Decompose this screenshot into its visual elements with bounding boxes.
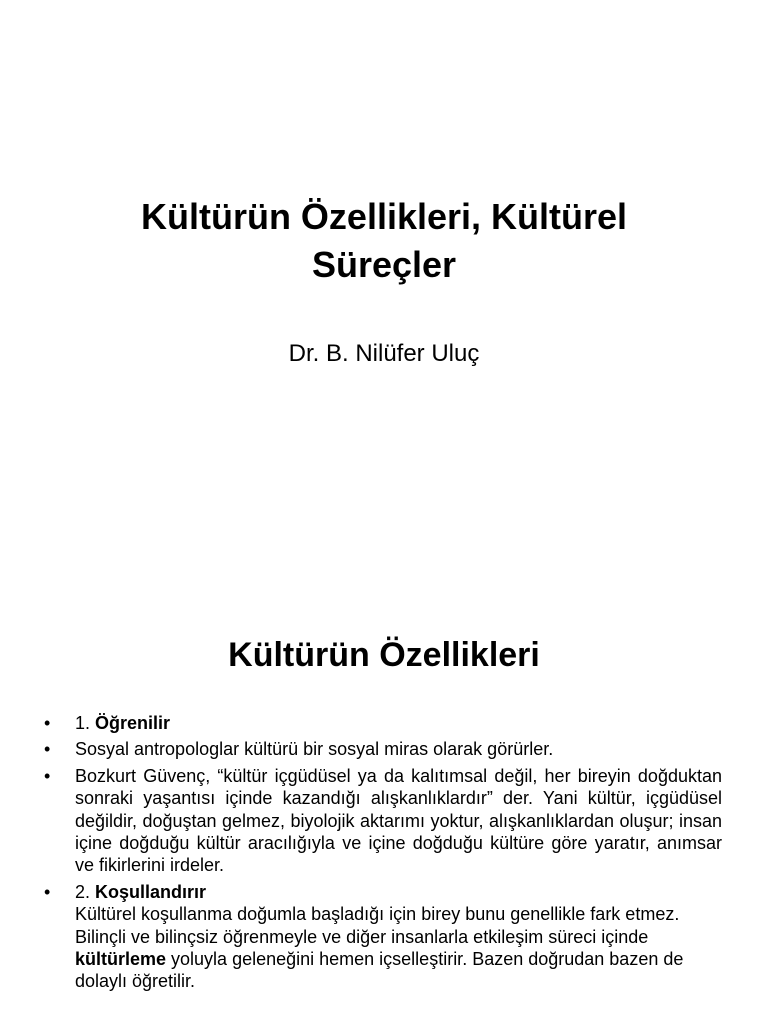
section-title: Kültürün Özellikleri: [228, 636, 540, 674]
list-item: [0, 881, 722, 993]
item-text: Bozkurt Güvenç, “kültür içgüdüsel ya da kalıtımsal değil, her bireyin doğduktan sonraki yaşantısı içinde kazandığı alışkanlıklardır” der. Yani kültür, içgüdüsel değildir, doğuştan gelmez, biyolojik aktarımı yoktur, alışkanlıklardan oluşur; insan içine doğduğu kültür aracılığıyla ve içine doğduğu kültüre göre yaratır, anımsar ve fikirlerini irdeler.: [75, 765, 722, 876]
item-number: 2.: [75, 881, 96, 902]
item-text: Kültürel koşullanma doğumla başladığı için birey bunu genellikle fark etmez. Bilinçli ve bilinçsiz öğrenmeyle ve diğer insanlarla etkileşim süreci içinde: [75, 904, 680, 947]
item-number: 1.: [75, 713, 96, 733]
list-item: [0, 738, 722, 760]
item-emphasis: kültürleme: [75, 949, 167, 970]
bullet-icon: •: [44, 765, 51, 786]
list-item: [0, 712, 722, 734]
content-slide: [0, 512, 768, 1024]
title-line-2: Süreçler: [311, 244, 457, 285]
bullet-icon: •: [44, 881, 51, 902]
item-text: Sosyal antropologlar kültürü bir sosyal miras olarak görürler.: [75, 739, 554, 760]
item-heading: Öğrenilir: [95, 713, 171, 733]
bullet-icon: •: [44, 739, 51, 760]
bullet-icon: •: [44, 713, 51, 733]
list-item: [0, 765, 722, 877]
presentation-title: [60, 193, 708, 289]
item-text-tail: yoluyla geleneğini hemen içselleştirir. Bazen doğrudan bazen de dolaylı öğretilir.: [75, 949, 684, 992]
item-heading: Koşullandırır: [95, 881, 207, 902]
title-line-1: Kültürün Özellikleri, Kültürel: [140, 196, 628, 237]
bullet-list: [0, 712, 768, 997]
author-name: Dr. B. Nilüfer Uluç: [288, 340, 480, 367]
